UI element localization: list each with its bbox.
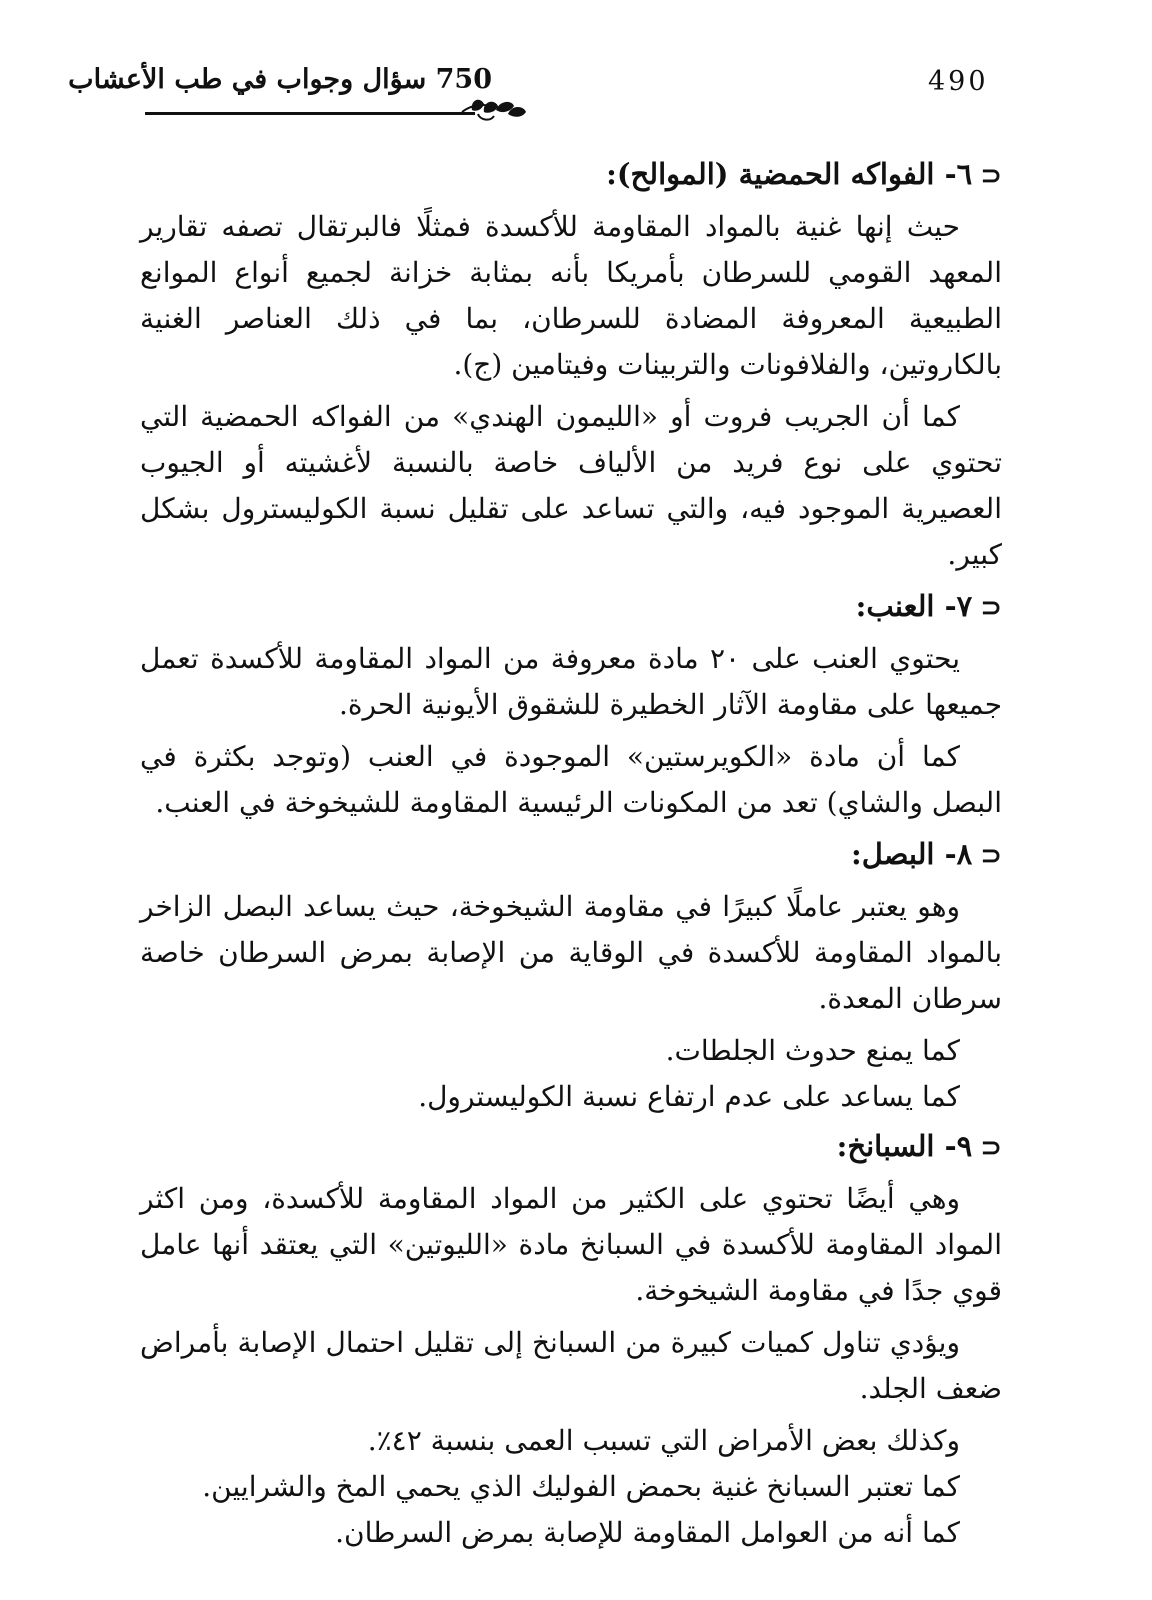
paragraph: يحتوي العنب على ٢٠ مادة معروفة من المواد المقاومة للأكسدة تعمل جميعها على مقاومة الآثار الخطيرة للشقوق الأيونية الحرة. <box>140 642 1002 721</box>
section-heading-grapes: ⊂٧- العنب: <box>855 589 1002 623</box>
running-header-title: 750 سؤال وجواب في طب الأعشاب <box>68 64 492 95</box>
leaf-ornament-icon <box>460 94 530 124</box>
bullet-icon: ⊂ <box>980 593 1002 623</box>
paragraph: وهو يعتبر عاملًا كبيرًا في مقاومة الشيخوخة، حيث يساعد البصل الزاخر بالمواد المقاومة للأكسدة في الوقاية من الإصابة بمرض السرطان خاصة سرطان المعدة. <box>140 890 1002 1015</box>
section-heading-spinach: ⊂٩- السبانخ: <box>836 1129 1002 1163</box>
paragraph: كما أن مادة «الكويرستين» الموجودة في العنب (وتوجد بكثرة في البصل والشاي) تعد من المكونات الرئيسية المقاومة للشيخوخة في العنب. <box>140 740 1002 819</box>
paragraph: كما أنه من العوامل المقاومة للإصابة بمرض السرطان. <box>335 1516 960 1549</box>
paragraph: كما يمنع حدوث الجلطات. <box>665 1034 960 1067</box>
paragraph: كما أن الجريب فروت أو «الليمون الهندي» من الفواكه الحمضية التي تحتوي على نوع فريد من الألياف خاصة بالنسبة لأغشيته أو الجيوب العصيرية الموجود فيه، والتي تساعد على تقليل نسبة الكوليسترول بشكل كبير. <box>140 400 1002 571</box>
page-number: 490 <box>928 66 989 97</box>
paragraph: وكذلك بعض الأمراض التي تسبب العمى بنسبة ٤٢٪. <box>367 1424 960 1457</box>
paragraph: وهي أيضًا تحتوي على الكثير من المواد المقاومة للأكسدة، ومن اكثر المواد المقاومة للأكسدة في السبانخ مادة «الليوتين» التي يعتقد أنها عامل قوي جدًا في مقاومة الشيخوخة. <box>140 1182 1002 1307</box>
section-heading-onion: ⊂٨- البصل: <box>851 837 1002 871</box>
paragraph: كما تعتبر السبانخ غنية بحمض الفوليك الذي يحمي المخ والشرايين. <box>202 1470 960 1503</box>
paragraph: حيث إنها غنية بالمواد المقاومة للأكسدة فمثلًا فالبرتقال تصفه تقارير المعهد القومي للسرطان بأمريكا بأنه بمثابة خزانة لجميع أنواع الموانع الطبيعية المعروفة المضادة للسرطان، بما في ذلك العناصر الغنية بالكاروتين، والفلافونات والتربينات وفيتامين (ج). <box>140 210 1002 381</box>
paragraph: كما يساعد على عدم ارتفاع نسبة الكوليسترول. <box>418 1080 960 1113</box>
section-heading-citrus: ⊂٦- الفواكه الحمضية (الموالح): <box>606 157 1002 191</box>
paragraph: ويؤدي تناول كميات كبيرة من السبانخ إلى تقليل احتمال الإصابة بأمراض ضعف الجلد. <box>140 1326 1002 1405</box>
bullet-icon: ⊂ <box>980 841 1002 871</box>
bullet-icon: ⊂ <box>980 1133 1002 1163</box>
bullet-icon: ⊂ <box>980 161 1002 191</box>
page-content <box>140 148 1002 1556</box>
header-rule <box>145 112 475 115</box>
